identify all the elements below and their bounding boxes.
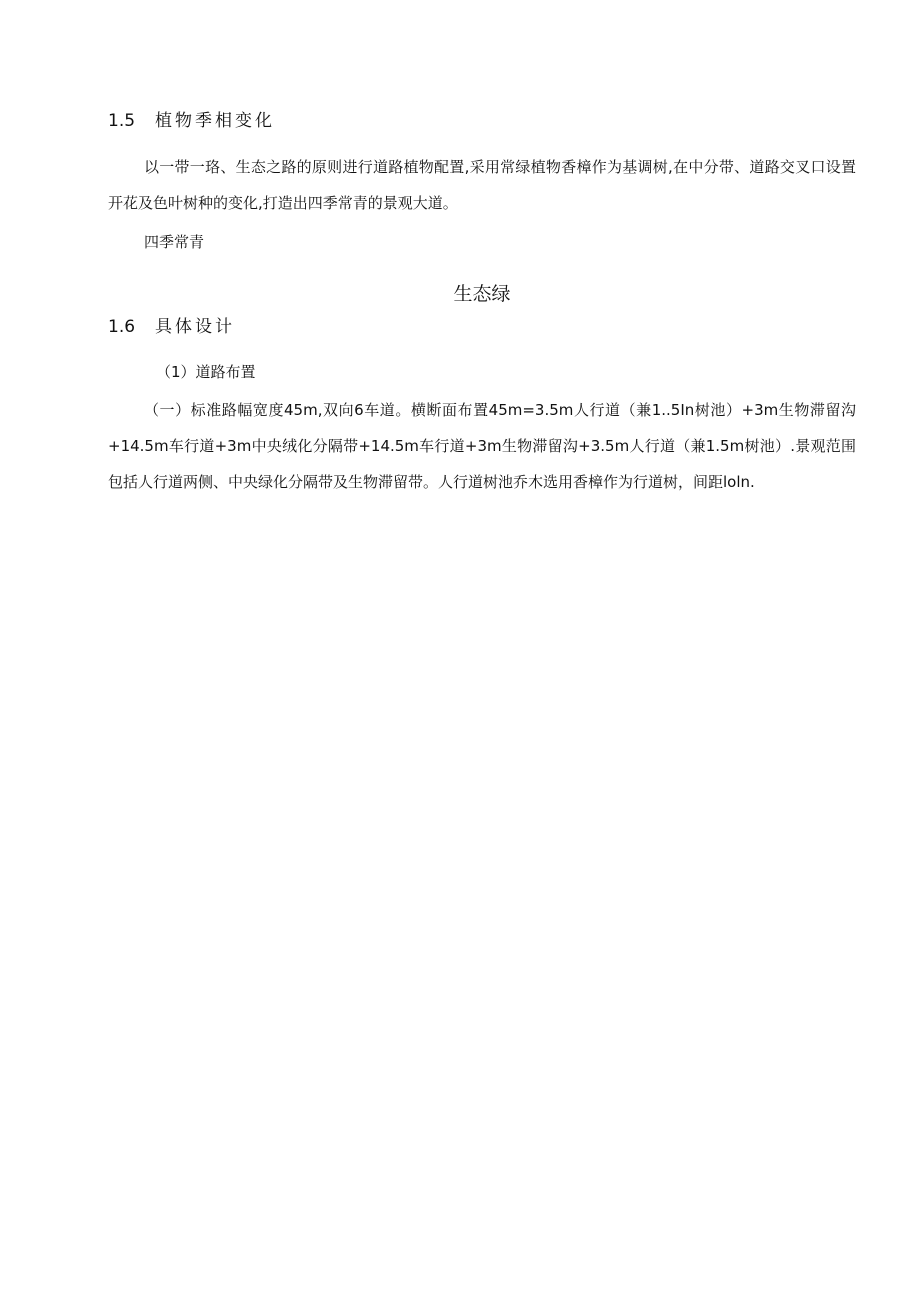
- section-heading-1-6: [108, 312, 235, 337]
- section-number: 1.6: [108, 317, 136, 337]
- section-heading-1-5: [108, 106, 275, 131]
- center-title: 生态绿: [453, 283, 511, 305]
- section-title: 具体设计: [155, 317, 235, 337]
- section-number: 1.5: [108, 111, 136, 131]
- subline-four-seasons: 四季常青: [144, 233, 205, 251]
- section-1-5-paragraph: 以一带一珞、生态之路的原则进行道路植物配置,采用常绿植物香樟作为基调树,在中分带、道路交叉口设置开花及色叶树种的变化,打造出四季常青的景观大道。: [108, 158, 856, 212]
- sub-heading-road-layout: （1）道路布置: [156, 363, 256, 381]
- section-1-6-paragraph: （一）标准路幅宽度45m,双向6车道。横断面布置45m=3.5m人行道（兼1..5In树池）+3m生物滞留沟+14.5m车行道+3m中央绒化分隔带+14.5m车行道+3m生物滞留沟+3.5m人行道（兼1.5m树池）.景观范围包括人行道两侧、中央绿化分隔带及生物滞留带。人行道树池乔木选用香樟作为行道树，间距loln.: [108, 401, 856, 491]
- section-title: 植物季相变化: [155, 111, 275, 131]
